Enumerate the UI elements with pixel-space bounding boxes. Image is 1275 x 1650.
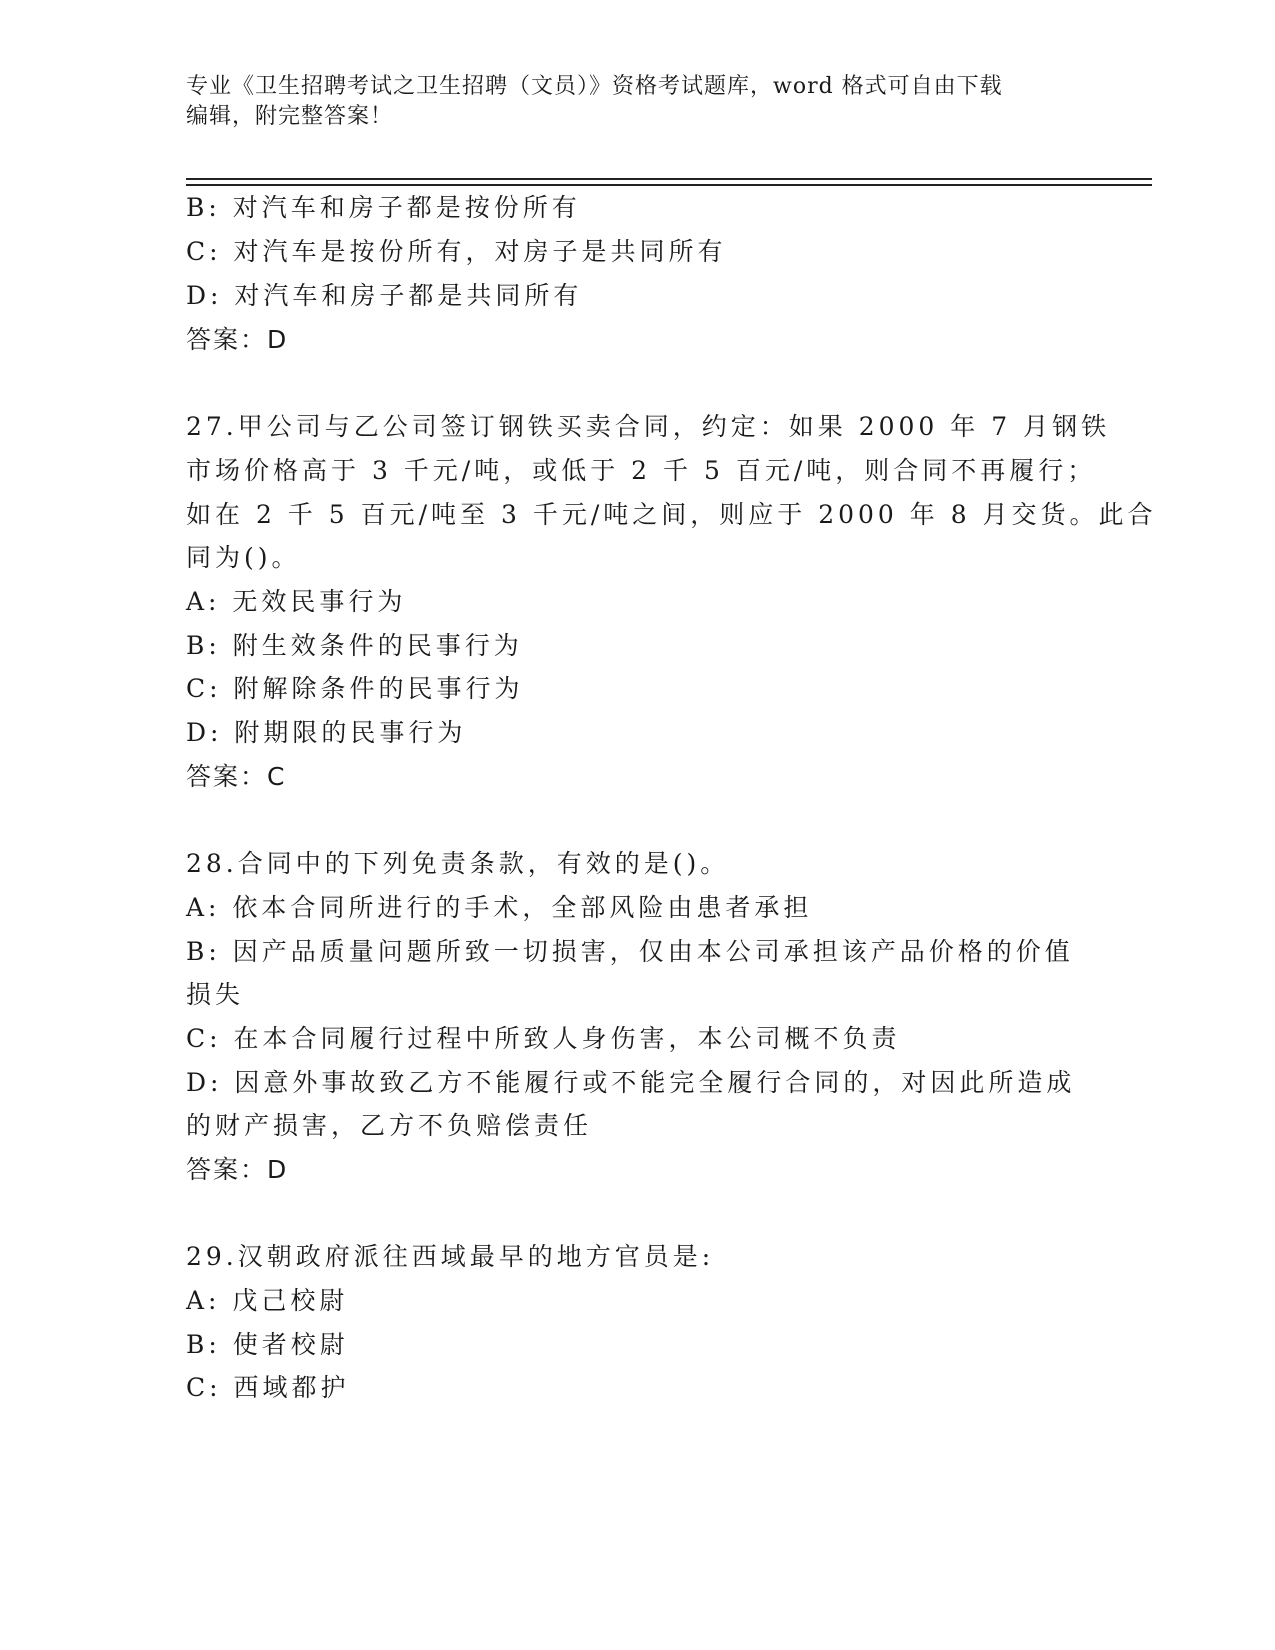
q27-stem-line-3: 如在 2 千 5 百元/吨至 3 千元/吨之间，则应于 2000 年 8 月交货。此合 <box>186 500 1157 529</box>
q28-option-d-line-1: D: 因意外事故致乙方不能履行或不能完全履行合同的，对因此所造成 <box>186 1068 1076 1097</box>
q28-option-b-line-2: 损失 <box>186 980 245 1009</box>
header-line-2: 编辑，附完整答案！ <box>186 104 394 129</box>
q29-option-b: B: 使者校尉 <box>186 1330 349 1359</box>
header-divider-top <box>186 178 1152 180</box>
q28-option-c: C: 在本合同履行过程中所致人身伤害，本公司概不负责 <box>186 1024 901 1053</box>
q27-option-d: D: 附期限的民事行为 <box>186 718 467 747</box>
q26-option-c: C: 对汽车是按份所有，对房子是共同所有 <box>186 237 727 266</box>
header-line-1: 专业《卫生招聘考试之卫生招聘（文员）》资格考试题库，word 格式可自由下载 <box>186 74 1003 99</box>
document-header <box>186 72 1086 132</box>
q26-option-b: B: 对汽车和房子都是按份所有 <box>186 193 581 222</box>
q28-answer: 答案：D <box>186 1155 289 1184</box>
q27-stem-line-2: 市场价格高于 3 千元/吨，或低于 2 千 5 百元/吨，则合同不再履行； <box>186 456 1097 485</box>
q27-answer: 答案：C <box>186 762 287 791</box>
header-divider-bottom <box>186 184 1152 186</box>
q29-option-a: A: 戊己校尉 <box>186 1286 349 1315</box>
q27-stem-line-1: 27.甲公司与乙公司签订钢铁买卖合同，约定：如果 2000 年 7 月钢铁 <box>186 412 1111 441</box>
q28-option-a: A: 依本合同所进行的手术，全部风险由患者承担 <box>186 893 813 922</box>
q28-option-d-line-2: 的财产损害，乙方不负赔偿责任 <box>186 1111 593 1140</box>
q29-stem: 29.汉朝政府派往西域最早的地方官员是: <box>186 1242 715 1271</box>
q27-option-c: C: 附解除条件的民事行为 <box>186 674 524 703</box>
q26-answer: 答案：D <box>186 325 289 354</box>
q29-option-c: C: 西域都护 <box>186 1373 350 1402</box>
q27-option-a: A: 无效民事行为 <box>186 587 407 616</box>
q26-option-d: D: 对汽车和房子都是共同所有 <box>186 281 583 310</box>
q28-option-b-line-1: B: 因产品质量问题所致一切损害，仅由本公司承担该产品价格的价值 <box>186 937 1074 966</box>
q27-stem-line-4: 同为()。 <box>186 543 301 572</box>
q28-stem: 28.合同中的下列免责条款，有效的是()。 <box>186 849 730 878</box>
q27-option-b: B: 附生效条件的民事行为 <box>186 631 523 660</box>
